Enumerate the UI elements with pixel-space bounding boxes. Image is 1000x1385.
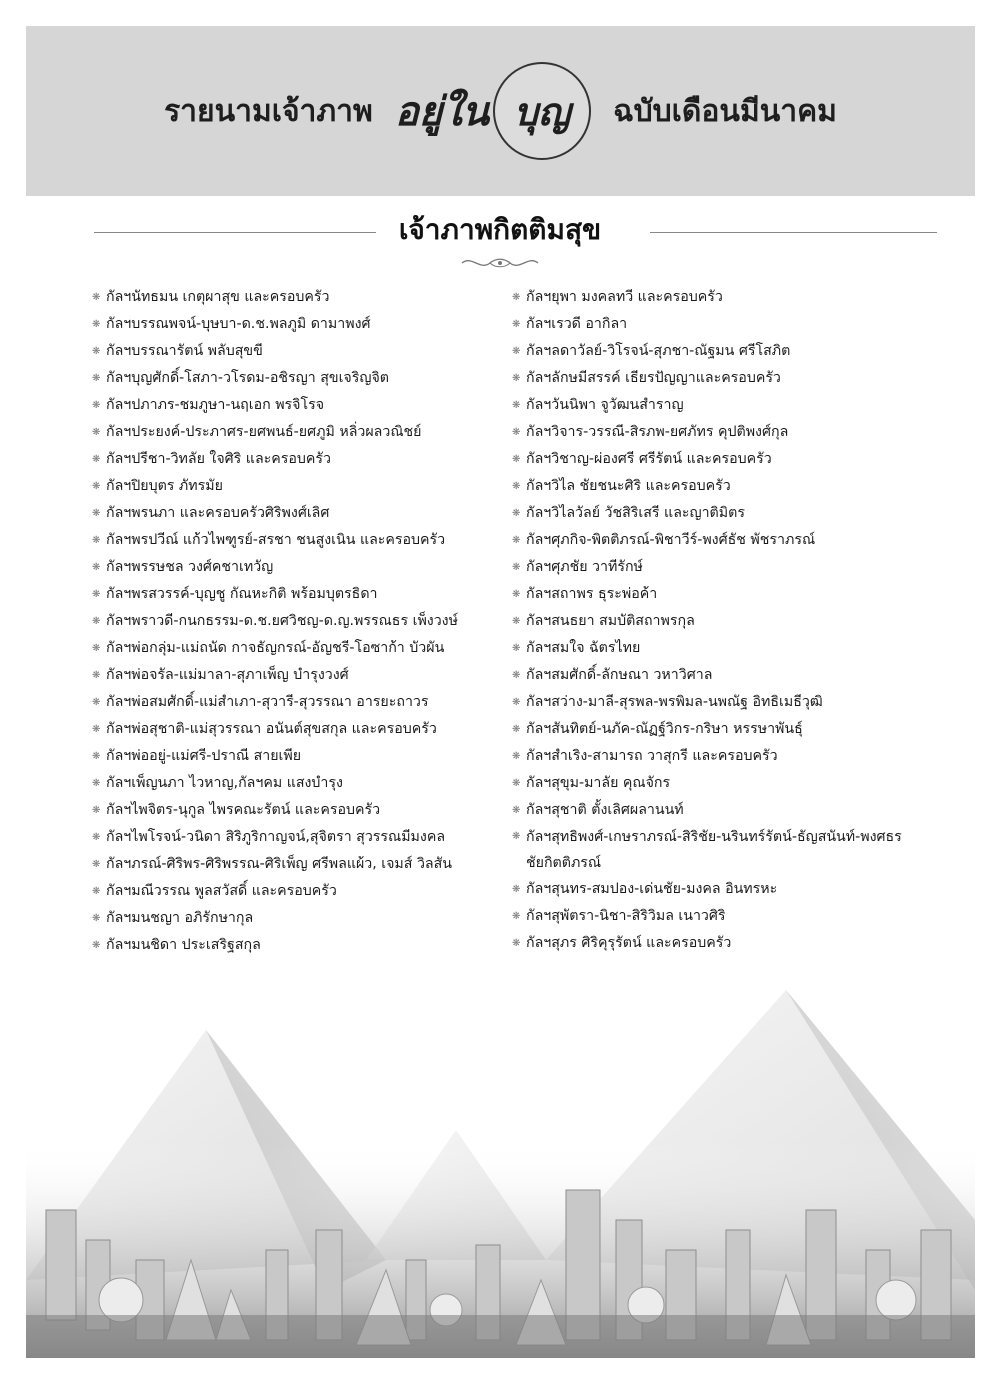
donor-name: กัลฯวิไล ชัยชนะศิริ และครอบครัว bbox=[526, 478, 731, 494]
flower-bullet-icon: ❋ bbox=[92, 508, 101, 519]
flower-bullet-icon: ❋ bbox=[92, 589, 101, 600]
heading-rule-left bbox=[94, 232, 376, 233]
donor-entry bbox=[512, 554, 922, 581]
flower-bullet-icon: ❋ bbox=[92, 400, 101, 411]
donor-name: กัลฯมนชญา อภิรักษากุล bbox=[106, 910, 254, 926]
donor-entry bbox=[512, 311, 922, 338]
flower-bullet-icon: ❋ bbox=[512, 373, 521, 384]
donor-entry bbox=[512, 797, 922, 824]
donor-name: กัลฯประยงค์-ประภาศร-ยศพนธ์-ยศภูมิ หลิ่วผลวณิชย์ bbox=[106, 424, 422, 440]
donor-entry bbox=[512, 392, 922, 419]
donor-name: กัลฯปิยบุตร ภัทรมัย bbox=[106, 478, 223, 494]
section-heading: เจ้าภาพกิตติมสุข bbox=[398, 213, 602, 246]
flower-bullet-icon: ❋ bbox=[512, 481, 521, 492]
flower-bullet-icon: ❋ bbox=[92, 670, 101, 681]
donor-entry bbox=[92, 743, 502, 770]
donor-name: กัลฯพ่อสุชาติ-แม่สุวรรณา อนันต์สุขสกุล และครอบครัว bbox=[106, 721, 437, 737]
flower-bullet-icon: ❋ bbox=[92, 535, 101, 546]
donor-name: กัลฯวิชาญ-ผ่องศรี ศรีรัตน์ และครอบครัว bbox=[526, 451, 772, 467]
donor-entry bbox=[92, 365, 502, 392]
donor-name: กัลฯเรวดี อากิลา bbox=[526, 316, 628, 332]
donor-name: กัลฯสุภร ศิริคุรุรัตน์ และครอบครัว bbox=[526, 935, 732, 951]
flower-bullet-icon: ❋ bbox=[92, 724, 101, 735]
donor-entry bbox=[92, 473, 502, 500]
flower-bullet-icon: ❋ bbox=[92, 427, 101, 438]
donor-entry bbox=[92, 689, 502, 716]
flower-bullet-icon: ❋ bbox=[92, 454, 101, 465]
donor-entry bbox=[92, 311, 502, 338]
donor-entry bbox=[92, 608, 502, 635]
donor-entry bbox=[92, 878, 502, 905]
flower-bullet-icon: ❋ bbox=[92, 643, 101, 654]
donor-name: กัลฯนัทธมน เกตุผาสุข และครอบครัว bbox=[106, 289, 330, 305]
flower-bullet-icon: ❋ bbox=[512, 292, 521, 303]
donor-name: กัลฯพรสวรรค์-บุญชู กัณหะกิติ พร้อมบุตรธิดา bbox=[106, 586, 378, 602]
flower-bullet-icon: ❋ bbox=[512, 427, 521, 438]
logo-word-1: อยู่ใน bbox=[394, 88, 490, 135]
donor-entry bbox=[512, 338, 922, 365]
flower-bullet-icon: ❋ bbox=[92, 697, 101, 708]
donor-name: กัลฯไพโรจน์-วนิดา สิริภูริกาญจน์,สุจิตรา สุวรรณมีมงคล bbox=[106, 829, 446, 845]
donor-name: กัลฯบรรณารัตน์ พลับสุขขี bbox=[106, 343, 263, 359]
flower-bullet-icon: ❋ bbox=[512, 589, 521, 600]
donor-entry bbox=[512, 419, 922, 446]
donor-entry bbox=[92, 284, 502, 311]
donor-name: กัลฯสุขุม-มาลัย คุณจักร bbox=[526, 775, 671, 791]
donor-entry bbox=[512, 662, 922, 689]
donor-entry bbox=[92, 419, 502, 446]
donor-name: กัลฯยุพา มงคลทวี และครอบครัว bbox=[526, 289, 723, 305]
donor-name: กัลฯศุภกิจ-พิตติภรณ์-พิชาวีร์-พงศ์ธัช พัชราภรณ์ bbox=[526, 532, 816, 548]
donor-entry bbox=[512, 689, 922, 716]
donor-name: กัลฯบุญศักดิ์-โสภา-วโรดม-อชิรญา สุขเจริญจิต bbox=[106, 370, 389, 386]
flower-bullet-icon: ❋ bbox=[92, 346, 101, 357]
donor-entry bbox=[92, 770, 502, 797]
donor-name: กัลฯพรปวีณ์ แก้วไพฑูรย์-สรชา ชนสูงเนิน และครอบครัว bbox=[106, 532, 446, 548]
donor-entry bbox=[92, 905, 502, 932]
donor-name: กัลฯลักษมีสรรค์ เธียรปัญญาและครอบครัว bbox=[526, 370, 781, 386]
donor-entry bbox=[92, 554, 502, 581]
donor-entry bbox=[512, 365, 922, 392]
flower-bullet-icon: ❋ bbox=[512, 616, 521, 627]
magazine-logo bbox=[395, 62, 591, 160]
header-band bbox=[26, 26, 975, 196]
crystal-pyramid-illustration bbox=[26, 960, 975, 1358]
donor-entry bbox=[92, 527, 502, 554]
donor-entry bbox=[512, 770, 922, 797]
flower-bullet-icon: ❋ bbox=[512, 697, 521, 708]
flower-bullet-icon: ❋ bbox=[512, 911, 521, 922]
flower-bullet-icon: ❋ bbox=[512, 400, 521, 411]
flower-bullet-icon: ❋ bbox=[92, 751, 101, 762]
donor-name: กัลฯพ่อสมศักดิ์-แม่สำเภา-สุวารี-สุวรรณา อารยะถาวร bbox=[106, 694, 429, 710]
flower-bullet-icon: ❋ bbox=[92, 940, 101, 951]
donor-name: กัลฯสุชาติ ตั้งเลิศผลานนท์ bbox=[526, 802, 684, 818]
donor-entry bbox=[512, 473, 922, 500]
donor-name: กัลฯพ่อจรัล-แม่มาลา-สุภาเพ็ญ บำรุงวงศ์ bbox=[106, 667, 349, 683]
donor-name: กัลฯพ่อกลุ่ม-แม่ถนัด กาจธัญกรณ์-อัญชรี-โอซาก้า บัวผัน bbox=[106, 640, 445, 656]
flower-bullet-icon: ❋ bbox=[512, 346, 521, 357]
flower-bullet-icon: ❋ bbox=[92, 562, 101, 573]
donor-entry bbox=[92, 824, 502, 851]
donor-entry bbox=[512, 500, 922, 527]
donor-name: กัลฯวิไลวัลย์ วัชสิริเสรี และญาติมิตร bbox=[526, 505, 745, 521]
flower-bullet-icon: ❋ bbox=[512, 831, 521, 842]
donor-entry bbox=[512, 743, 922, 770]
flower-bullet-icon: ❋ bbox=[512, 751, 521, 762]
flower-bullet-icon: ❋ bbox=[512, 724, 521, 735]
donor-entry bbox=[92, 446, 502, 473]
donor-entry bbox=[512, 876, 922, 903]
donor-name: กัลฯปรีชา-วิทลัย ใจศิริ และครอบครัว bbox=[106, 451, 331, 467]
flower-bullet-icon: ❋ bbox=[92, 319, 101, 330]
donor-name: กัลฯภรณ์-ศิริพร-ศิริพรรณ-ศิริเพ็ญ ศรีพลแผ้ว, เจมส์ วิลสัน bbox=[106, 856, 452, 872]
donor-name: กัลฯพรรษชล วงศ์คชาเทวัญ bbox=[106, 559, 274, 575]
donor-entry bbox=[92, 635, 502, 662]
donor-name: กัลฯสุพัตรา-นิชา-สิริวิมล เนาวศิริ bbox=[526, 908, 726, 924]
donor-name: กัลฯสถาพร ธุระพ่อค้า bbox=[526, 586, 658, 602]
donor-name: กัลฯลดาวัลย์-วิโรจน์-สุภชา-ณัฐมน ศรีโสภิต bbox=[526, 343, 791, 359]
donor-entry bbox=[92, 581, 502, 608]
flower-bullet-icon: ❋ bbox=[92, 778, 101, 789]
donor-name: กัลฯศุภชัย วาทีรักษ์ bbox=[526, 559, 643, 575]
title-left: รายนามเจ้าภาพ bbox=[164, 93, 373, 129]
donor-entry bbox=[512, 284, 922, 311]
donor-entry bbox=[512, 903, 922, 930]
donor-name: กัลฯพรนภา และครอบครัวศิริพงศ์เลิศ bbox=[106, 505, 330, 521]
donor-entry bbox=[92, 500, 502, 527]
donor-name: กัลฯพ่ออยู่-แม่ศรี-ปราณี สายเพีย bbox=[106, 748, 302, 764]
flower-bullet-icon: ❋ bbox=[92, 373, 101, 384]
donor-name: กัลฯสุทธิพงศ์-เกษราภรณ์-สิริชัย-นรินทร์รัตน์-ธัญสนันท์-พงศธร ชัยกิตติภรณ์ bbox=[526, 829, 902, 871]
donor-name: กัลฯมณีวรรณ พูลสวัสดิ์ และครอบครัว bbox=[106, 883, 337, 899]
donor-entry bbox=[512, 635, 922, 662]
donor-entry bbox=[512, 608, 922, 635]
flower-bullet-icon: ❋ bbox=[512, 508, 521, 519]
flower-bullet-icon: ❋ bbox=[92, 481, 101, 492]
donor-name: กัลฯวันนิพา จูวัฒนสำราญ bbox=[526, 397, 684, 413]
logo-word-2: บุญ bbox=[513, 88, 571, 134]
donor-name: กัลฯวิจาร-วรรณี-สิรภพ-ยศภัทร คุปติพงศ์กุล bbox=[526, 424, 789, 440]
flower-bullet-icon: ❋ bbox=[512, 454, 521, 465]
donor-name: กัลฯสมศักดิ์-ลักษณา วหาวิศาล bbox=[526, 667, 713, 683]
flower-bullet-icon: ❋ bbox=[92, 886, 101, 897]
flower-bullet-icon: ❋ bbox=[92, 913, 101, 924]
donor-entry bbox=[512, 527, 922, 554]
donor-entry bbox=[512, 581, 922, 608]
header-title bbox=[26, 26, 975, 196]
flower-bullet-icon: ❋ bbox=[512, 319, 521, 330]
flower-bullet-icon: ❋ bbox=[92, 616, 101, 627]
donor-entry bbox=[512, 930, 922, 957]
donor-entry bbox=[92, 851, 502, 878]
donor-entry bbox=[512, 716, 922, 743]
flower-bullet-icon: ❋ bbox=[512, 643, 521, 654]
donor-name: กัลฯเพ็ญนภา ไวหาญ,กัลฯคม แสงบำรุง bbox=[106, 775, 343, 791]
donor-entry bbox=[92, 932, 502, 959]
ornament-flourish-icon bbox=[460, 254, 540, 272]
flower-bullet-icon: ❋ bbox=[92, 832, 101, 843]
flower-bullet-icon: ❋ bbox=[512, 670, 521, 681]
flower-bullet-icon: ❋ bbox=[512, 805, 521, 816]
donor-name: กัลฯสันทิตย์-นภัค-ณัฏฐ์วิกร-กริษา หรรษาพันธุ์ bbox=[526, 721, 803, 737]
flower-bullet-icon: ❋ bbox=[512, 535, 521, 546]
donor-name: กัลฯบรรณพจน์-บุษบา-ด.ช.พลภูมิ ดามาพงศ์ bbox=[106, 316, 371, 332]
flower-bullet-icon: ❋ bbox=[92, 292, 101, 303]
donor-name: กัลฯพราวดี-กนกธรรม-ด.ช.ยศวิชญ-ด.ญ.พรรณธร เพ็งวงษ์ bbox=[106, 613, 458, 629]
logo-circle bbox=[493, 62, 591, 160]
flower-bullet-icon: ❋ bbox=[92, 859, 101, 870]
donor-name: กัลฯมนชิดา ประเสริฐสกุล bbox=[106, 937, 261, 953]
donor-name: กัลฯสุนทร-สมปอง-เด่นชัย-มงคล อินทรหะ bbox=[526, 881, 778, 897]
heading-rule-right bbox=[650, 232, 937, 233]
donor-entry bbox=[92, 716, 502, 743]
donor-entry bbox=[92, 662, 502, 689]
donor-name: กัลฯปภาภร-ชมภูษา-นฤเอก พรจิโรจ bbox=[106, 397, 325, 413]
donor-name: กัลฯสว่าง-มาลี-สุรพล-พรพิมล-นพณัฐ อิทธิเมธีวุฒิ bbox=[526, 694, 823, 710]
donor-entry bbox=[92, 797, 502, 824]
donor-entry bbox=[512, 824, 922, 876]
flower-bullet-icon: ❋ bbox=[512, 884, 521, 895]
flower-bullet-icon: ❋ bbox=[512, 562, 521, 573]
donor-name: กัลฯสำเริง-สามารถ วาสุกรี และครอบครัว bbox=[526, 748, 778, 764]
donor-entry bbox=[512, 446, 922, 473]
donor-name: กัลฯไพจิตร-นุกูล ไพรคณะรัตน์ และครอบครัว bbox=[106, 802, 381, 818]
title-right: ฉบับเดือนมีนาคม bbox=[613, 93, 837, 129]
donor-name: กัลฯสนธยา สมบัติสถาพรกุล bbox=[526, 613, 695, 629]
flower-bullet-icon: ❋ bbox=[512, 938, 521, 949]
donor-entry bbox=[92, 392, 502, 419]
donor-entry bbox=[92, 338, 502, 365]
flower-bullet-icon: ❋ bbox=[92, 805, 101, 816]
flower-bullet-icon: ❋ bbox=[512, 778, 521, 789]
donor-name: กัลฯสมใจ ฉัตรไทย bbox=[526, 640, 641, 656]
